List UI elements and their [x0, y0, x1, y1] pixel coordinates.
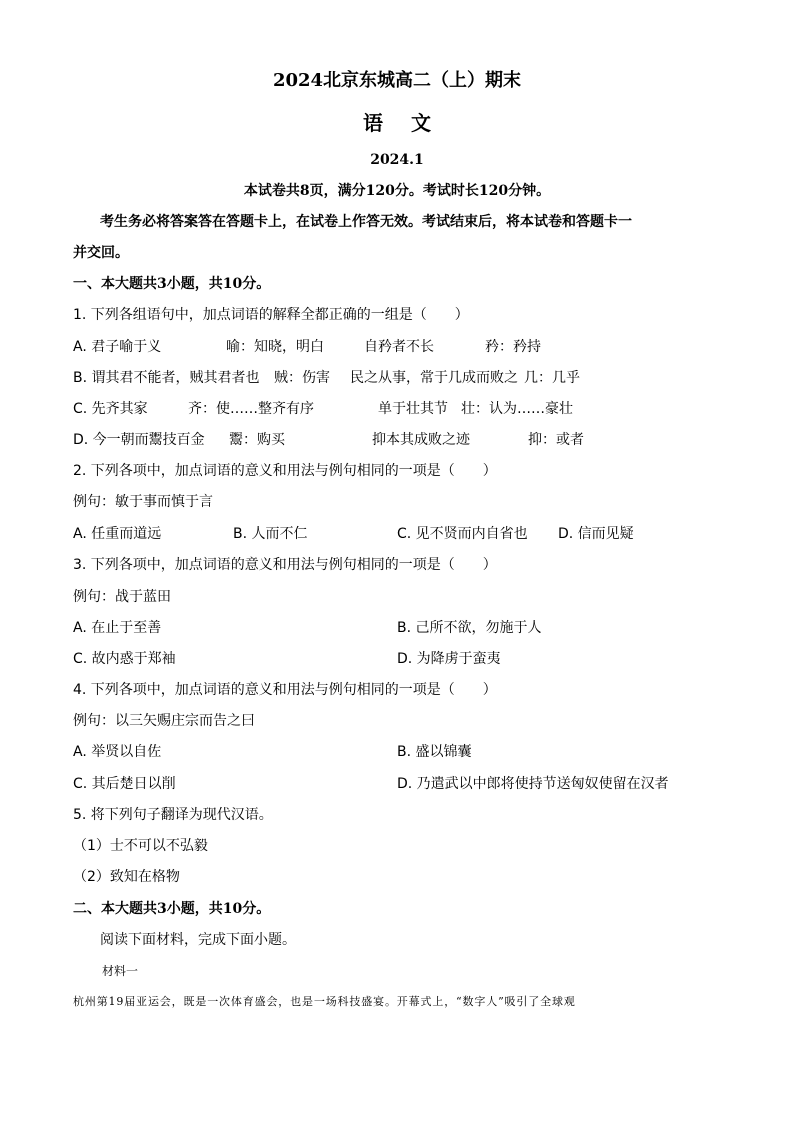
- question-2-option-c: C. 见不贤而内自省也: [397, 526, 528, 542]
- reading-intro: 阅读下面材料，完成下面小题。: [100, 932, 296, 948]
- subject-title: 语文: [363, 111, 459, 135]
- question-2-option-a: A. 任重而道远: [73, 526, 162, 542]
- question-3-option-c: C. 故内惑于郑袖: [73, 651, 176, 667]
- question-1-stem: 1. 下列各组语句中，加点词语的解释全都正确的一组是（ ）: [73, 307, 469, 323]
- question-4-option-b: B. 盛以锦囊: [397, 744, 472, 760]
- exam-title: 2024北京东城高二（上）期末: [272, 70, 522, 91]
- question-4-example: 例句：以三矢赐庄宗而告之曰: [73, 713, 255, 729]
- question-5-stem: 5. 将下列句子翻译为现代汉语。: [73, 807, 273, 823]
- question-3-option-b: B. 己所不欲，勿施于人: [397, 620, 542, 636]
- question-2-stem: 2. 下列各项中，加点词语的意义和用法与例句相同的一项是（ ）: [73, 463, 497, 479]
- question-5-item-1: （1）士不可以不弘毅: [73, 838, 208, 854]
- notice-line-1: 考生务必将答案答在答题卡上，在试卷上作答无效。考试结束后，将本试卷和答题卡一: [100, 214, 632, 230]
- question-3-example: 例句：战于蓝田: [73, 589, 171, 605]
- question-3-stem: 3. 下列各项中，加点词语的意义和用法与例句相同的一项是（ ）: [73, 557, 497, 573]
- notice-line-2: 并交回。: [73, 245, 129, 261]
- question-3-option-a: A. 在止于至善: [73, 620, 162, 636]
- section-1-heading: 一、本大题共3小题，共10分。: [73, 276, 271, 292]
- question-4-option-a: A. 举贤以自佐: [73, 744, 162, 760]
- question-2-option-d: D. 信而见疑: [558, 526, 634, 542]
- question-2-option-b: B. 人而不仁: [233, 526, 308, 542]
- question-4-option-c: C. 其后楚日以削: [73, 776, 176, 792]
- exam-page: 2024北京东城高二（上）期末 语文 2024.1 本试卷共8页，满分120分。考试时长120分钟。 考生务必将答案答在答题卡上，在试卷上作答无效。考试结束后，将本试卷和答题卡一 并交回。 一、本大题共3小题，共10分。 1. 下列各组语句中，加点词语的解释全都正确的一组是（ ） A. 君子喻于义 喻：知晓，明白 自矜者不长 矜：矜持 B. 谓其君不能者，贼其君者也 贼：伤害 民之从事，常于几成而败之 几：几乎 C. 先齐其家 齐：使……整齐有序 单于壮其节 壮：认为……豪壮 D. 今一朝而鬻技百金 鬻：购买 抑本其成败之迹 抑：或者 2. 下列各项中，加点词语的意义和用法与例句相同的一项是（ ） 例句：敏于事而慎于言 A. 任重而道远 B. 人而不仁 C. 见不贤而内自省也 D. 信而见疑 3. 下列各项中，加点词语的意义和用法与例句相同的一项是（ ） 例句：战于蓝田 A. 在止于至善 B. 己所不欲，勿施于人 C. 故内惑于郑袖 D. 为降虏于蛮夷 4. 下列各项中，加点词语的意义和用法与例句相同的一项是（ ） 例句：以三矢赐庄宗而告之曰 A. 举贤以自佐 B. 盛以锦囊 C. 其后楚日以削 D. 乃遣武以中郎将使持节送匈奴使留在汉者 5. 将下列句子翻译为现代汉语。 （1）士不可以不弘毅 （2）致知在格物 二、本大题共3小题，共10分。 阅读下面材料，完成下面小题。 材料一 杭州第19届亚运会，既是一次体育盛会，也是一场科技盛宴。开幕式上，“数字人”吸引了全球观: [0, 0, 794, 1123]
- question-4-option-d: D. 乃遣武以中郎将使持节送匈奴使留在汉者: [397, 776, 669, 792]
- material-text: 杭州第19届亚运会，既是一次体育盛会，也是一场科技盛宴。开幕式上，“数字人”吸引了全球观: [73, 995, 576, 1008]
- section-2-heading: 二、本大题共3小题，共10分。: [73, 901, 271, 917]
- question-3-option-d: D. 为降虏于蛮夷: [397, 651, 501, 667]
- question-4-stem: 4. 下列各项中，加点词语的意义和用法与例句相同的一项是（ ）: [73, 682, 497, 698]
- exam-info: 本试卷共8页，满分120分。考试时长120分钟。: [243, 183, 551, 199]
- material-label: 材料一: [102, 964, 139, 978]
- question-5-item-2: （2）致知在格物: [73, 869, 180, 885]
- exam-date: 2024.1: [370, 152, 424, 168]
- question-2-example: 例句：敏于事而慎于言: [73, 494, 213, 510]
